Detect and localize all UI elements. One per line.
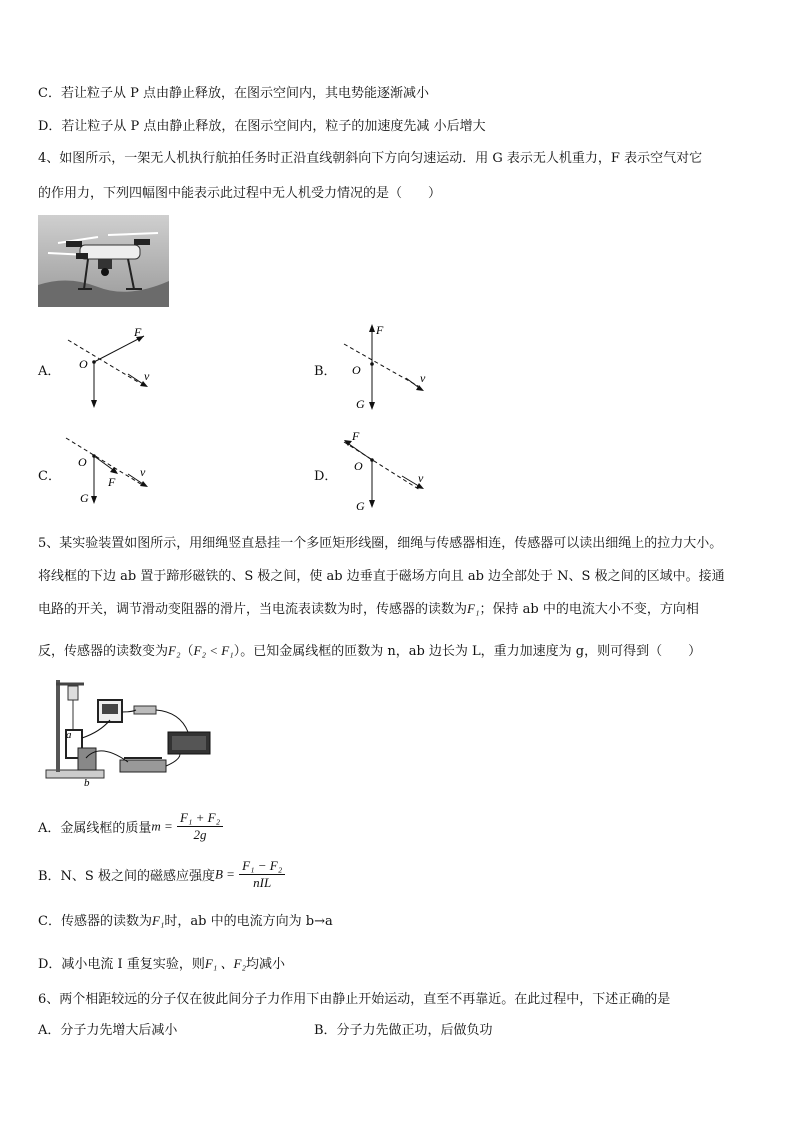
q4-label-a: A． bbox=[38, 364, 61, 379]
label-o: O bbox=[354, 459, 363, 473]
force-diagram-d bbox=[334, 428, 444, 516]
q5-stem-line3: 电路的开关，调节滑动变阻器的滑片，当电流表读数为时，传感器的读数为F₁；保持 ab 中的电流大小不变，方向相 bbox=[38, 601, 699, 617]
label-g: G bbox=[356, 499, 365, 513]
q5-option-a: A．金属线框的质量m = $\frac{\text{F₁ + F₂}}{2g}$ bbox=[38, 810, 223, 843]
q4-label-c: C． bbox=[38, 469, 61, 484]
label-o: O bbox=[78, 455, 87, 469]
frac-a-num: F₁ + F₂ bbox=[177, 810, 223, 827]
q4-stem-line2: 的作用力，下列四幅图中能表示此过程中无人机受力情况的是（ ） bbox=[38, 186, 442, 201]
q3-option-d: D．若让粒子从 P 点由静止释放，在图示空间内，粒子的加速度先减 小后增大 bbox=[38, 119, 486, 134]
label-v: v bbox=[420, 371, 426, 385]
q5-stem-line2: 将线框的下边 ab 置于蹄形磁铁的、S 极之间，使 ab 边垂直于磁场方向且 ab 边全部处于 N、S 极之间的区域中。接通 bbox=[38, 569, 725, 584]
f2-lt-f1: F₂ < F₁ bbox=[193, 643, 234, 658]
q4-stem-line1: 4、如图所示，一架无人机执行航拍任务时正沿直线朝斜向下方向匀速运动．用 G 表示无人机重力，F 表示空气对它 bbox=[38, 151, 703, 166]
force-diagram-c bbox=[62, 432, 172, 512]
f2-symbol: F₂ bbox=[168, 643, 181, 658]
label-v: v bbox=[140, 465, 146, 479]
frac-b-den: nIL bbox=[253, 875, 272, 890]
drone-photo bbox=[38, 215, 169, 307]
q4-label-b: B． bbox=[314, 364, 337, 379]
fig-label-b: b bbox=[84, 777, 90, 789]
force-diagram-a bbox=[64, 322, 174, 412]
label-f: F bbox=[108, 475, 116, 489]
label-f: F bbox=[352, 429, 360, 443]
q3-option-c: C．若让粒子从 P 点由静止释放，在图示空间内，其电势能逐渐减小 bbox=[38, 86, 429, 101]
force-diagram-b bbox=[338, 322, 448, 414]
label-v: v bbox=[144, 369, 150, 383]
q5-stem-line1: 5、某实验装置如图所示，用细绳竖直悬挂一个多匝矩形线圈，细绳与传感器相连，传感器可以读出细绳上的拉力大小。 bbox=[38, 536, 723, 551]
q5-option-b: B．N、S 极之间的磁感应强度B = $\frac{\text{F₁ − F₂}}{\text{nIL}}$ bbox=[38, 858, 285, 891]
label-f: F bbox=[134, 325, 142, 339]
frac-b-num: F₁ − F₂ bbox=[239, 858, 285, 875]
apparatus-figure bbox=[40, 672, 220, 790]
q5-stem-line4: 反，传感器的读数变为F₂（F₂ < F₁）。已知金属线框的匝数为 n，ab 边长为 L，重力加速度为 g，则可得到（ ） bbox=[38, 643, 702, 659]
q5-option-c: C．传感器的读数为F₁时，ab 中的电流方向为 b→a bbox=[38, 913, 333, 929]
q4-label-d: D． bbox=[314, 469, 338, 484]
label-g: G bbox=[80, 491, 89, 505]
fig-label-a: a bbox=[66, 729, 72, 741]
q5-option-d: D．减小电流 I 重复实验，则F₁ 、F₂均减小 bbox=[38, 956, 286, 972]
q6-option-b: B．分子力先做正功，后做负功 bbox=[314, 1023, 493, 1038]
label-o: O bbox=[79, 357, 88, 371]
label-v: v bbox=[418, 471, 424, 485]
label-f: F bbox=[376, 323, 384, 337]
label-o: O bbox=[352, 363, 361, 377]
f1-symbol: F₁ bbox=[467, 601, 480, 616]
label-g: G bbox=[356, 397, 365, 411]
q6-option-a: A．分子力先增大后减小 bbox=[38, 1023, 178, 1038]
q6-stem: 6、两个相距较远的分子仅在彼此间分子力作用下由静止开始运动，直至不再靠近。在此过程中，下述正确的是 bbox=[38, 992, 671, 1007]
frac-a-den: 2g bbox=[193, 827, 207, 842]
